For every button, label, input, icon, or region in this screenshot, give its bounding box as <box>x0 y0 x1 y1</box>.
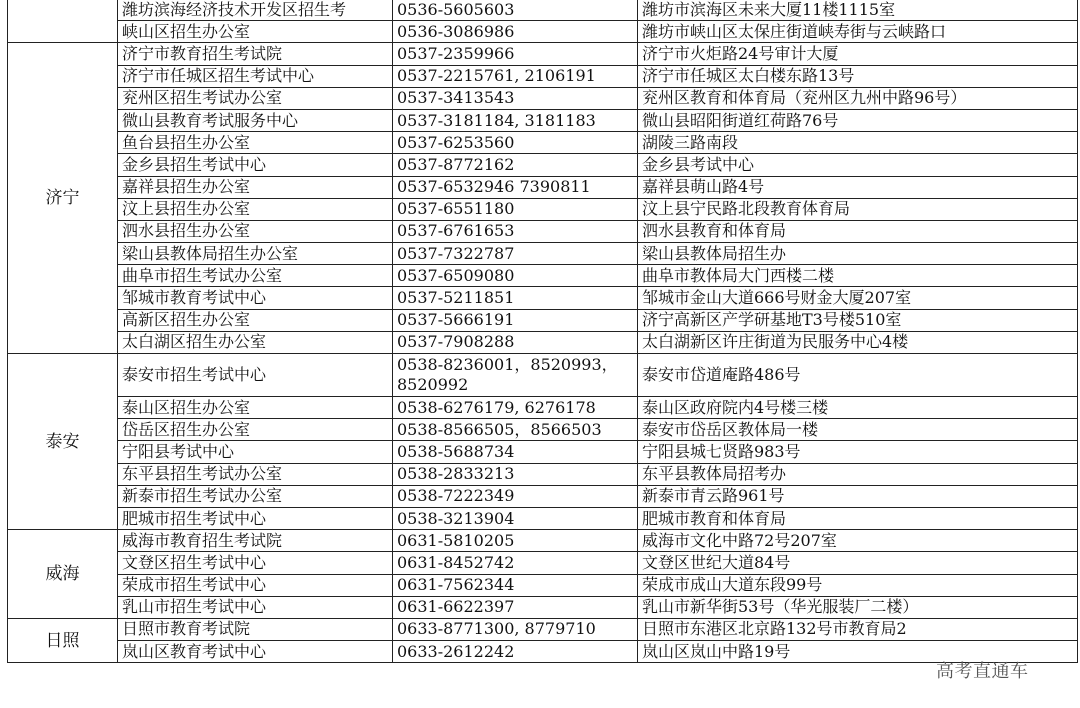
table-row <box>8 618 1078 640</box>
phone-cell: 0537-5666191 <box>393 309 638 331</box>
phone-cell: 0537-6509080 <box>393 265 638 287</box>
table-row <box>8 198 1078 220</box>
office-cell: 乳山市招生考试中心 <box>118 596 393 618</box>
phone-cell: 0537-7908288 <box>393 331 638 353</box>
address-cell: 宁阳县城七贤路983号 <box>638 441 1078 463</box>
phone-cell: 0633-8771300, 8779710 <box>393 618 638 640</box>
office-cell: 岚山区教育考试中心 <box>118 641 393 663</box>
phone-cell: 0537-6761653 <box>393 220 638 242</box>
table-row <box>8 331 1078 353</box>
table-row <box>8 154 1078 176</box>
phone-cell: 0537-2359966 <box>393 43 638 65</box>
address-cell: 潍坊市峡山区太保庄街道峡寿街与云峡路口 <box>638 21 1078 43</box>
office-cell: 高新区招生办公室 <box>118 309 393 331</box>
office-cell: 东平县招生考试办公室 <box>118 463 393 485</box>
phone-cell: 0538-7222349 <box>393 485 638 507</box>
office-cell: 泰安市招生考试中心 <box>118 354 393 397</box>
city-cell: 威海 <box>8 530 118 619</box>
city-cell: 济宁 <box>8 43 118 354</box>
address-cell: 嘉祥县萌山路4号 <box>638 176 1078 198</box>
table-row <box>8 641 1078 663</box>
table-row <box>8 65 1078 87</box>
office-cell: 宁阳县考试中心 <box>118 441 393 463</box>
phone-cell: 0537-5211851 <box>393 287 638 309</box>
table-row <box>8 87 1078 109</box>
phone-cell: 0538-8566505，8566503 <box>393 419 638 441</box>
address-cell: 泰安市岱道庵路486号 <box>638 354 1078 397</box>
address-cell: 汶上县宁民路北段教育体育局 <box>638 198 1078 220</box>
city-cell <box>8 0 118 43</box>
address-cell: 泰安市岱岳区教体局一楼 <box>638 419 1078 441</box>
office-cell: 日照市教育考试院 <box>118 618 393 640</box>
address-cell: 新泰市青云路961号 <box>638 485 1078 507</box>
office-cell: 曲阜市招生考试办公室 <box>118 265 393 287</box>
phone-cell: 0536-3086986 <box>393 21 638 43</box>
city-cell: 日照 <box>8 618 118 662</box>
office-cell: 太白湖区招生办公室 <box>118 331 393 353</box>
address-cell: 威海市文化中路72号207室 <box>638 530 1078 552</box>
phone-cell: 0631-6622397 <box>393 596 638 618</box>
table-body <box>8 0 1078 663</box>
table-row <box>8 419 1078 441</box>
table-row <box>8 507 1078 529</box>
address-cell: 泰山区政府院内4号楼三楼 <box>638 397 1078 419</box>
address-cell: 泗水县教育和体育局 <box>638 220 1078 242</box>
office-cell: 潍坊滨海经济技术开发区招生考 <box>118 0 393 21</box>
phone-cell: 0631-7562344 <box>393 574 638 596</box>
office-cell: 泗水县招生办公室 <box>118 220 393 242</box>
address-cell: 金乡县考试中心 <box>638 154 1078 176</box>
office-cell: 荣成市招生考试中心 <box>118 574 393 596</box>
office-cell: 济宁市任城区招生考试中心 <box>118 65 393 87</box>
office-cell: 文登区招生考试中心 <box>118 552 393 574</box>
table-row <box>8 287 1078 309</box>
table-row <box>8 220 1078 242</box>
phone-cell: 0538-6276179, 6276178 <box>393 397 638 419</box>
office-cell: 鱼台县招生办公室 <box>118 132 393 154</box>
office-cell: 梁山县教体局招生办公室 <box>118 243 393 265</box>
address-cell: 太白湖新区许庄街道为民服务中心4楼 <box>638 331 1078 353</box>
address-cell: 肥城市教育和体育局 <box>638 507 1078 529</box>
city-cell: 泰安 <box>8 354 118 530</box>
phone-cell: 0537-3181184, 3181183 <box>393 109 638 131</box>
phone-cell: 0538-8236001，8520993，8520992 <box>393 354 638 397</box>
table-row <box>8 109 1078 131</box>
phone-cell: 0537-6532946 7390811 <box>393 176 638 198</box>
table-row <box>8 43 1078 65</box>
office-cell: 肥城市招生考试中心 <box>118 507 393 529</box>
office-cell: 泰山区招生办公室 <box>118 397 393 419</box>
phone-cell: 0631-5810205 <box>393 530 638 552</box>
table-row <box>8 530 1078 552</box>
table-row <box>8 354 1078 397</box>
phone-cell: 0537-6551180 <box>393 198 638 220</box>
table-row <box>8 243 1078 265</box>
phone-cell: 0631-8452742 <box>393 552 638 574</box>
office-cell: 邹城市教育考试中心 <box>118 287 393 309</box>
table-row <box>8 574 1078 596</box>
table-row <box>8 397 1078 419</box>
address-cell: 东平县教体局招考办 <box>638 463 1078 485</box>
address-cell: 湖陵三路南段 <box>638 132 1078 154</box>
table-row <box>8 309 1078 331</box>
phone-cell: 0537-6253560 <box>393 132 638 154</box>
address-cell: 岚山区岚山中路19号 <box>638 641 1078 663</box>
watermark: 高考直通车 <box>936 661 1029 682</box>
phone-cell: 0538-3213904 <box>393 507 638 529</box>
phone-cell: 0538-5688734 <box>393 441 638 463</box>
table-row <box>8 0 1078 21</box>
office-cell: 金乡县招生考试中心 <box>118 154 393 176</box>
office-cell: 兖州区招生考试办公室 <box>118 87 393 109</box>
address-cell: 济宁市任城区太白楼东路13号 <box>638 65 1078 87</box>
address-cell: 邹城市金山大道666号财金大厦207室 <box>638 287 1078 309</box>
address-cell: 曲阜市教体局大门西楼二楼 <box>638 265 1078 287</box>
office-cell: 济宁市教育招生考试院 <box>118 43 393 65</box>
office-directory-table <box>7 0 1078 663</box>
phone-cell: 0537-2215761, 2106191 <box>393 65 638 87</box>
table-row <box>8 132 1078 154</box>
address-cell: 梁山县教体局招生办 <box>638 243 1078 265</box>
table-row <box>8 265 1078 287</box>
phone-cell: 0537-3413543 <box>393 87 638 109</box>
address-cell: 荣成市成山大道东段99号 <box>638 574 1078 596</box>
table-row <box>8 21 1078 43</box>
table-row <box>8 596 1078 618</box>
office-cell: 岱岳区招生办公室 <box>118 419 393 441</box>
address-cell: 济宁市火炬路24号审计大厦 <box>638 43 1078 65</box>
phone-cell: 0633-2612242 <box>393 641 638 663</box>
office-cell: 峡山区招生办公室 <box>118 21 393 43</box>
office-cell: 新泰市招生考试办公室 <box>118 485 393 507</box>
address-cell: 兖州区教育和体育局（兖州区九州中路96号） <box>638 87 1078 109</box>
office-cell: 威海市教育招生考试院 <box>118 530 393 552</box>
office-cell: 嘉祥县招生办公室 <box>118 176 393 198</box>
phone-cell: 0537-7322787 <box>393 243 638 265</box>
table-row <box>8 176 1078 198</box>
address-cell: 文登区世纪大道84号 <box>638 552 1078 574</box>
office-cell: 汶上县招生办公室 <box>118 198 393 220</box>
office-cell: 微山县教育考试服务中心 <box>118 109 393 131</box>
address-cell: 日照市东港区北京路132号市教育局2 <box>638 618 1078 640</box>
address-cell: 乳山市新华街53号（华光服装厂二楼） <box>638 596 1078 618</box>
phone-cell: 0536-5605603 <box>393 0 638 21</box>
address-cell: 潍坊市滨海区未来大厦11楼1115室 <box>638 0 1078 21</box>
table-row <box>8 441 1078 463</box>
phone-cell: 0538-2833213 <box>393 463 638 485</box>
address-cell: 济宁高新区产学研基地T3号楼510室 <box>638 309 1078 331</box>
phone-cell: 0537-8772162 <box>393 154 638 176</box>
table-row <box>8 485 1078 507</box>
address-cell: 微山县昭阳街道红荷路76号 <box>638 109 1078 131</box>
table-row <box>8 552 1078 574</box>
table-row <box>8 463 1078 485</box>
